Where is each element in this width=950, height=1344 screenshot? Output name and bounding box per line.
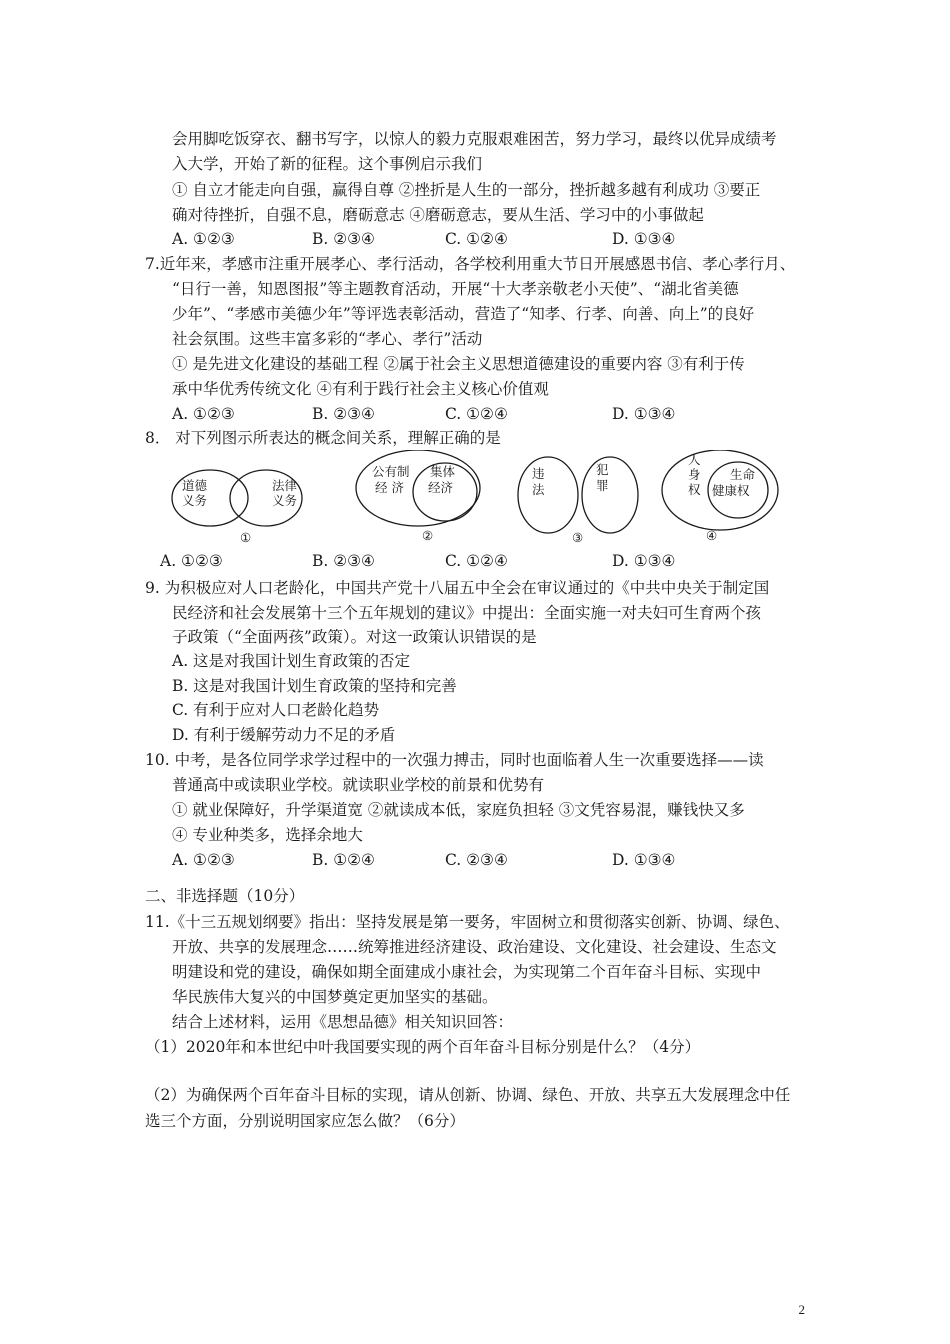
q7-line: 7.近年来，孝感市注重开展孝心、孝行活动，各学校利用重大节日开展感恩书信、孝心孝行月、 — [145, 255, 796, 273]
q9-line: 9. 为积极应对人口老龄化，中国共产党十八届五中全会在审议通过的《中共中央关于制定国 — [145, 579, 770, 597]
q7-line: ① 是先进文化建设的基础工程 ②属于社会主义思想道德建设的重要内容 ③有利于传 — [172, 355, 745, 373]
q11-line: 11.《十三五规划纲要》指出：坚持发展是第一要务，牢固树立和贯彻落实创新、协调、绿色、 — [145, 913, 790, 931]
q7-option-a: A. ①②③ — [172, 405, 235, 423]
diagram-2-b-line2: 经济 — [428, 480, 454, 495]
q9-option-d: D. 有利于缓解劳动力不足的矛盾 — [172, 726, 396, 744]
q10-option-a: A. ①②③ — [172, 851, 235, 869]
diagram-3-b-line2: 罪 — [596, 478, 609, 493]
q6-line: ① 自立才能走向自强，赢得自尊 ②挫折是人生的一部分，挫折越多越有利成功 ③要正 — [172, 181, 761, 199]
q10-option-d: D. ①③④ — [612, 851, 676, 869]
q6-option-a: A. ①②③ — [172, 230, 235, 248]
diagram-3-circle-b — [582, 457, 638, 533]
diagram-1-b-line1: 法律 — [272, 478, 298, 493]
diagram-1-a-line1: 道德 — [182, 478, 208, 493]
q10-option-b: B. ①②④ — [312, 851, 375, 869]
diagram-3-b-line1: 犯 — [596, 462, 609, 477]
diagram-4-a-line1: 人 — [688, 452, 701, 467]
diagram-1-number: ① — [240, 530, 252, 545]
q9-option-b: B. 这是对我国计划生育政策的坚持和完善 — [172, 677, 457, 695]
diagram-3-circle-a — [518, 457, 578, 533]
q11-line: 开放、共享的发展理念……统筹推进经济建设、政治建设、文化建设、社会建设、生态文 — [172, 938, 777, 956]
q9-line: 子政策（“全面两孩”政策）。对这一政策认识错误的是 — [172, 628, 537, 646]
q11-instruction: 结合上述材料，运用《思想品德》相关知识回答： — [172, 1013, 514, 1031]
section-title: 二、非选择题（10分） — [145, 887, 305, 905]
q7-option-b: B. ②③④ — [312, 405, 375, 423]
q8-option-d: D. ①③④ — [612, 552, 676, 570]
q10-option-c: C. ②③④ — [445, 851, 508, 869]
diagram-1-a-line2: 义务 — [182, 493, 208, 508]
q11-line: 明建设和党的建设，确保如期全面建成小康社会，为实现第二个百年奋斗目标、实现中 — [172, 963, 762, 981]
diagram-4-a-line3: 权 — [688, 482, 701, 497]
concept-diagrams — [160, 450, 800, 550]
q6-line: 入大学，开始了新的征程。这个事例启示我们 — [172, 155, 483, 173]
q8-option-a: A. ①②③ — [160, 552, 223, 570]
diagram-4 — [662, 450, 778, 543]
diagram-3 — [518, 457, 638, 545]
q6-line: 确对待挫折，自强不息，磨砺意志 ④磨砺意志，要从生活、学习中的小事做起 — [172, 206, 704, 224]
diagram-1 — [172, 470, 302, 545]
diagram-2-number: ② — [422, 528, 434, 543]
q7-line: “日行一善，知恩图报”等主题教育活动，开展“十大孝亲敬老小天使”、“湖北省美德 — [172, 280, 739, 298]
q11-subquestion-2-cont: 选三个方面，分别说明国家应怎么做？（6分） — [145, 1112, 465, 1130]
q9-option-c: C. 有利于应对人口老龄化趋势 — [172, 701, 380, 719]
q6-line: 会用脚吃饭穿衣、翻书写字，以惊人的毅力克服艰难困苦，努力学习，最终以优异成绩考 — [172, 130, 777, 148]
q8-option-b: B. ②③④ — [312, 552, 375, 570]
q7-line: 承中华优秀传统文化 ④有利于践行社会主义核心价值观 — [172, 380, 549, 398]
q7-line: 少年”、“孝感市美德少年”等评选表彰活动，营造了“知孝、行孝、向善、向上”的良好 — [172, 305, 755, 323]
q7-line: 社会氛围。这些丰富多彩的“孝心、孝行”活动 — [172, 330, 483, 348]
q9-option-a: A. 这是对我国计划生育政策的否定 — [172, 652, 411, 670]
q7-option-c: C. ①②④ — [445, 405, 508, 423]
diagram-4-number: ④ — [706, 528, 718, 543]
diagram-4-b-line2: 健康权 — [712, 483, 750, 498]
diagram-3-a-line1: 违 — [532, 466, 545, 481]
q6-option-c: C. ①②④ — [445, 230, 508, 248]
q10-line: 10. 中考，是各位同学求学过程中的一次强力搏击，同时也面临着人生一次重要选择——读 — [145, 751, 764, 769]
q10-line: ① 就业保障好，升学渠道宽 ②就读成本低，家庭负担轻 ③文凭容易混，赚钱快又多 — [172, 801, 745, 819]
q11-subquestion-1: （1）2020年和本世纪中叶我国要实现的两个百年奋斗目标分别是什么？（4分） — [145, 1038, 701, 1056]
q6-option-b: B. ②③④ — [312, 230, 375, 248]
diagram-2 — [356, 450, 480, 543]
q10-line: ④ 专业种类多，选择余地大 — [172, 826, 363, 844]
q10-line: 普通高中或读职业学校。就读职业学校的前景和优势有 — [172, 776, 545, 794]
q11-subquestion-2: （2）为确保两个百年奋斗目标的实现，请从创新、协调、绿色、开放、共享五大发展理念中任 — [145, 1086, 791, 1104]
q9-line: 民经济和社会发展第十三个五年规划的建议》中提出：全面实施一对夫妇可生育两个孩 — [172, 604, 762, 622]
q11-line: 华民族伟大复兴的中国梦奠定更加坚实的基础。 — [172, 988, 498, 1006]
q8-stem: 8． 对下列图示所表达的概念间关系，理解正确的是 — [145, 429, 501, 447]
diagram-3-number: ③ — [572, 530, 584, 545]
diagram-1-b-line2: 义务 — [272, 493, 298, 508]
diagram-4-b-line1: 生命 — [730, 467, 756, 482]
diagram-3-a-line2: 法 — [532, 482, 545, 497]
diagram-2-b-line1: 集体 — [430, 464, 456, 479]
diagram-4-a-line2: 身 — [688, 467, 701, 482]
q8-option-c: C. ①②④ — [445, 552, 508, 570]
diagram-2-a-line1: 公有制 — [372, 464, 410, 479]
diagram-2-a-line2: 经 济 — [375, 480, 404, 495]
page-number: 2 — [798, 1302, 805, 1317]
q6-option-d: D. ①③④ — [612, 230, 676, 248]
q7-option-d: D. ①③④ — [612, 405, 676, 423]
